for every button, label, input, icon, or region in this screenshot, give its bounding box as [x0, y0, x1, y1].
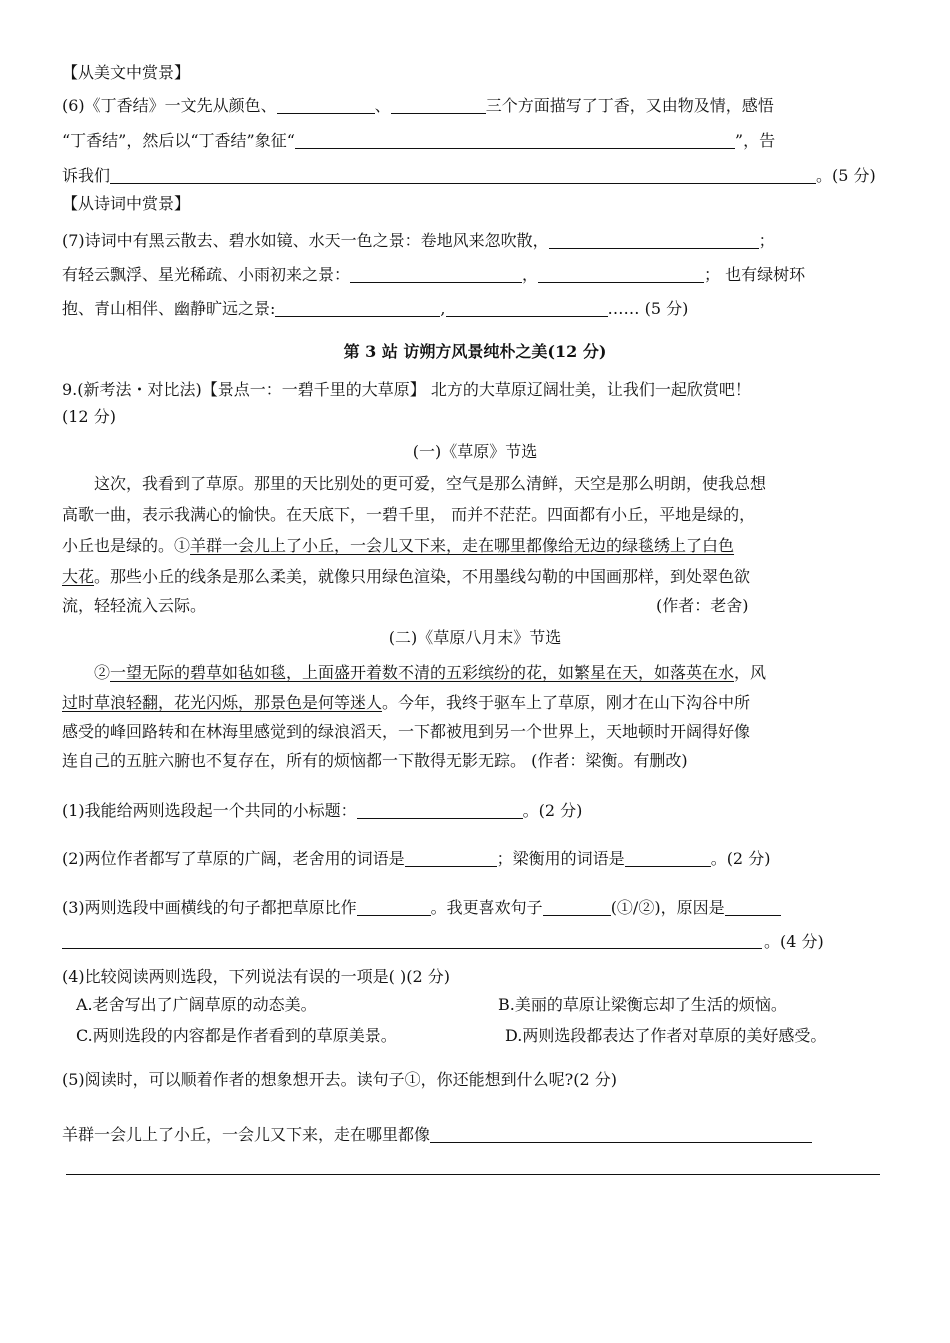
passage-1-line-4-rest: 。那些小丘的线条是那么柔美，就像只用绿色渲染，不用墨线勾勒的中国画那样，到处翠色欲 — [94, 567, 751, 586]
subquestion-1 — [62, 800, 582, 822]
passage-2-line-1 — [94, 662, 766, 684]
q7-blank-4[interactable] — [275, 300, 440, 317]
underlined-sentence-2a: 一望无际的碧草如毡如毯，上面盛开着数不清的五彩缤纷的花，如繁星在天，如落英在水 — [110, 663, 735, 682]
passage-2-line-3: 感受的峰回路转和在林海里感觉到的绿浪滔天，一下都被甩到另一个世界上，天地顿时开阔得好像 — [62, 722, 751, 741]
passage-1-line-4 — [62, 566, 750, 588]
sq3-score: 。(4 分) — [764, 932, 824, 951]
sq2-blank-2[interactable] — [625, 850, 711, 867]
q6-blank-1[interactable] — [277, 97, 375, 114]
passage-2-line-2-rest: 。今年，我终于驱车上了草原，刚才在山下沟谷中所 — [382, 693, 751, 712]
q6-text-b: 、 — [374, 96, 391, 115]
question-7-line-2 — [62, 264, 805, 286]
underlined-sentence-2b: 过时草浪轻翻，花光闪烁，那景色是何等迷人 — [62, 693, 383, 712]
sq3-text-b: 。我更喜欢句子 — [430, 898, 543, 917]
q7-blank-5[interactable] — [446, 300, 608, 317]
passage-2-marker: ② — [94, 663, 111, 682]
option-c[interactable]: C.两则选段的内容都是作者看到的草原美景。 — [76, 1026, 397, 1045]
passage-1-line-3-lead: 小丘也是绿的。① — [62, 536, 191, 555]
q7-text-g: , — [440, 299, 446, 318]
subquestion-2 — [62, 848, 770, 870]
passage-1-title: (一)《草原》节选 — [412, 442, 538, 461]
passage-1-line-1: 这次，我看到了草原。那里的天比别处的更可爱，空气是那么清鲜，天空是那么明朗，使我总想 — [94, 474, 767, 493]
passage-1-line-2: 高歌一曲，表示我满心的愉快。在天底下，一碧千里， 而并不茫茫。四面都有小丘，平地是绿的， — [62, 505, 756, 524]
sq3-text-a: (3)两则选段中画横线的句子都把草原比作 — [62, 898, 357, 917]
option-d[interactable]: D.两则选段都表达了作者对草原的美好感受。 — [505, 1026, 827, 1045]
question-6-line-1 — [62, 95, 774, 117]
sq5-answer-line[interactable] — [66, 1174, 880, 1175]
q6-text-f: 诉我们 — [62, 166, 111, 185]
q6-blank-2[interactable] — [391, 97, 486, 114]
subquestion-5: (5)阅读时，可以顺着作者的想象想开去。读句子①，你还能想到什么呢?(2 分) — [62, 1070, 617, 1089]
option-a[interactable]: A.老舍写出了广阔草原的动态美。 — [76, 995, 317, 1014]
q6-text-d: “丁香结”，然后以“丁香结”象征“ — [62, 131, 295, 150]
underlined-sentence-1b: 大花 — [62, 567, 95, 586]
question-7-line-3 — [62, 298, 688, 320]
subquestion-5-prompt — [62, 1124, 812, 1146]
sq1-text-a: (1)我能给两则选段起一个共同的小标题： — [62, 801, 357, 820]
sq1-blank[interactable] — [357, 802, 523, 819]
passage-2-line-4: 连自己的五脏六腑也不复存在，所有的烦恼都一下散得无影无踪。 (作者：梁衡。有删改) — [62, 751, 688, 770]
sq3-blank-3[interactable] — [725, 899, 781, 916]
q7-text-d: ， — [522, 265, 539, 284]
q7-text-a: (7)诗词中有黑云散去、碧水如镜、水天一色之景：卷地风来忽吹散， — [62, 231, 549, 250]
question-6-line-3 — [62, 165, 876, 187]
subquestion-4: (4)比较阅读两则选段，下列说法有误的一项是( )(2 分) — [62, 967, 450, 986]
sq3-blank-1[interactable] — [357, 899, 431, 916]
sq1-text-b: 。(2 分) — [522, 801, 583, 820]
passage-2-line-1-tail: ，风 — [734, 663, 767, 682]
sq3-answer-line[interactable] — [62, 948, 762, 949]
sq2-text-b: ；梁衡用的词语是 — [496, 849, 625, 868]
q6-text-a: (6)《丁香结》一文先从颜色、 — [62, 96, 277, 115]
question-9-intro: 9.(新考法・对比法)【景点一：一碧千里的大草原】 北方的大草原辽阔壮美，让我们一起欣赏吧！ — [62, 380, 751, 399]
station-3-title: 第 3 站 访朔方风景纯朴之美(12 分) — [343, 342, 607, 361]
sq3-text-c: (①/②)，原因是 — [610, 898, 725, 917]
question-7-line-1 — [62, 230, 775, 252]
q7-text-e: ； 也有绿树环 — [704, 265, 806, 284]
passage-2-title: (二)《草原八月末》节选 — [388, 628, 562, 647]
q6-text-c: 三个方面描写了丁香，又由物及情，感悟 — [485, 96, 774, 115]
passage-1-line-5: 流，轻轻流入云际。 — [62, 596, 207, 615]
q7-blank-3[interactable] — [538, 266, 704, 283]
question-6-line-2 — [62, 130, 775, 152]
subquestion-3-line-1 — [62, 897, 781, 919]
q7-text-c: 有轻云飘浮、星光稀疏、小雨初来之景： — [62, 265, 351, 284]
section-heading-poetry: 【从诗词中赏景】 — [62, 194, 191, 213]
q7-blank-1[interactable] — [549, 232, 759, 249]
sq5-blank-1[interactable] — [430, 1126, 812, 1143]
sq3-blank-2[interactable] — [543, 899, 611, 916]
section-heading-prose: 【从美文中赏景】 — [62, 63, 191, 82]
passage-2-line-2 — [62, 692, 750, 714]
underlined-sentence-1a: 羊群一会儿上了小丘，一会儿又下来，走在哪里都像给无边的绿毯绣上了白色 — [190, 536, 735, 555]
passage-1-author: (作者：老舍) — [656, 596, 749, 615]
sq2-text-a: (2)两位作者都写了草原的广阔，老舍用的词语是 — [62, 849, 405, 868]
q6-blank-3[interactable] — [295, 132, 735, 149]
q7-blank-2[interactable] — [350, 266, 522, 283]
q7-text-b: ； — [758, 231, 775, 250]
q6-text-g: 。(5 分) — [816, 166, 876, 185]
sq5-prompt-text: 羊群一会儿上了小丘，一会儿又下来，走在哪里都像 — [62, 1125, 431, 1144]
sq2-text-c: 。(2 分) — [710, 849, 771, 868]
sq2-blank-1[interactable] — [405, 850, 497, 867]
option-b[interactable]: B.美丽的草原让梁衡忘却了生活的烦恼。 — [498, 995, 787, 1014]
question-9-score: (12 分) — [62, 407, 116, 426]
passage-1-line-3 — [62, 535, 734, 557]
q7-text-h: …… (5 分) — [607, 299, 689, 318]
q7-text-f: 抱、青山相伴、幽静旷远之景: — [62, 299, 276, 318]
q6-blank-4[interactable] — [110, 167, 816, 184]
q6-text-e: ”，告 — [734, 131, 776, 150]
